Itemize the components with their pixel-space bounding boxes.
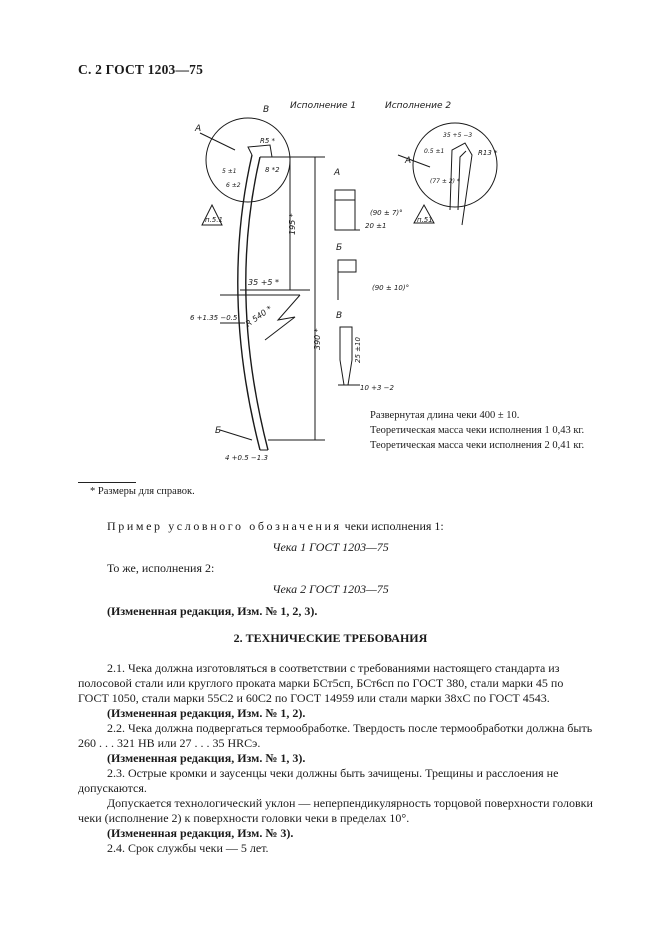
- svg-text:А: А: [405, 156, 412, 166]
- p24-line: 2.4. Срок службы чеки — 5 лет.: [107, 841, 269, 855]
- svg-text:4 +0.5 −1.3: 4 +0.5 −1.3: [225, 454, 268, 462]
- svg-text:В: В: [336, 311, 343, 321]
- p21-line3: ГОСТ 1050, стали марки 55С2 и 60С2 по ГОСТ 14959 или стали марки 38хС по ГОСТ 4543.: [78, 691, 550, 705]
- svg-text:(77 ± 2) *: (77 ± 2) *: [430, 178, 460, 185]
- drawing-notes: [370, 408, 584, 453]
- svg-text:Исполнение 1: Исполнение 1: [290, 101, 357, 111]
- svg-text:25 ±10: 25 ±10: [354, 337, 362, 363]
- note-mass-1: Теоретическая масса чеки исполнения 1 0,43 кг.: [370, 425, 585, 436]
- p21-line2: полосовой стали или круглого проката марки БСт5сп, БСт6сп по ГОСТ 380, стали марки 45 по: [78, 676, 564, 690]
- page-header: С. 2 ГОСТ 1203—75: [78, 62, 204, 77]
- svg-text:6 ±2: 6 ±2: [226, 182, 241, 189]
- svg-text:35 +5 *: 35 +5 *: [248, 278, 280, 287]
- p22-line2: 260 . . . 321 НВ или 27 . . . 35 HRCэ.: [78, 736, 261, 750]
- svg-text:20 ±1: 20 ±1: [365, 222, 387, 230]
- svg-text:(90 ± 10)°: (90 ± 10)°: [372, 284, 410, 292]
- designation-2: Чека 2 ГОСТ 1203—75: [272, 582, 389, 596]
- p23b-line1: Допускается технологический уклон — неперпендикулярность торцовой поверхности головки: [107, 796, 593, 810]
- p23-line1: 2.3. Острые кромки и заусенцы чеки должны быть зачищены. Трещины и расслоения не: [107, 766, 559, 780]
- p21-line1: 2.1. Чека должна изготовляться в соответствии с требованиями настоящего стандарта из: [107, 661, 560, 675]
- svg-text:Б: Б: [215, 426, 222, 436]
- svg-text:35 +5 −3: 35 +5 −3: [443, 132, 473, 139]
- p23-revision: (Измененная редакция, Изм. № 3).: [107, 826, 294, 840]
- example-intro-line: [107, 519, 444, 535]
- svg-text:В: В: [263, 105, 270, 115]
- p22-line1: 2.2. Чека должна подвергаться термообработке. Твердость после термообработки должна быть: [107, 721, 593, 735]
- svg-text:10 +3 −2: 10 +3 −2: [360, 384, 394, 392]
- example-revision: (Измененная редакция, Изм. № 1, 2, 3).: [107, 604, 318, 618]
- svg-text:R13 *: R13 *: [478, 149, 498, 157]
- svg-text:п.51: п.51: [417, 216, 433, 224]
- example-intro-tail: чеки исполнения 1:: [344, 519, 444, 533]
- note-mass-2: Теоретическая масса чеки исполнения 2 0,41 кг.: [370, 440, 585, 451]
- svg-text:R 540 *: R 540 *: [243, 304, 274, 329]
- svg-text:R5 *: R5 *: [260, 137, 276, 145]
- same-line: То же, исполнения 2:: [107, 561, 215, 575]
- svg-text:А: А: [195, 124, 202, 134]
- svg-text:Б: Б: [336, 243, 343, 253]
- svg-text:А: А: [334, 168, 341, 178]
- p22-revision: (Измененная редакция, Изм. № 1, 3).: [107, 751, 306, 765]
- detail-circle-1: [206, 118, 290, 202]
- svg-text:195 *: 195 *: [288, 213, 297, 235]
- note-length: Развернутая длина чеки 400 ± 10.: [370, 410, 520, 421]
- footnote: * Размеры для справок.: [90, 486, 195, 497]
- p23b-line2: чеки (исполнение 2) к поверхности головки чеки в пределах 10°.: [78, 811, 410, 825]
- p21-revision: (Измененная редакция, Изм. № 1, 2).: [107, 706, 306, 720]
- svg-text:390 *: 390 *: [313, 328, 322, 350]
- pin-body: [238, 155, 260, 450]
- svg-text:8 *2: 8 *2: [265, 166, 280, 174]
- section-title: 2. ТЕХНИЧЕСКИЕ ТРЕБОВАНИЯ: [233, 631, 428, 645]
- designation-1: Чека 1 ГОСТ 1203—75: [272, 540, 389, 554]
- svg-text:п.5.1: п.5.1: [205, 216, 223, 224]
- svg-text:5 ±1: 5 ±1: [222, 168, 237, 175]
- svg-text:(90 ± 7)°: (90 ± 7)°: [370, 209, 403, 217]
- p23-line2: допускаются.: [78, 781, 147, 795]
- example-intro: Пример условного обозначения: [107, 519, 342, 533]
- svg-text:Исполнение 2: Исполнение 2: [385, 101, 452, 111]
- svg-text:0.5 ±1: 0.5 ±1: [424, 148, 445, 155]
- footnote-rule: [78, 482, 136, 483]
- svg-text:6 +1.35 −0.5: 6 +1.35 −0.5: [190, 314, 238, 322]
